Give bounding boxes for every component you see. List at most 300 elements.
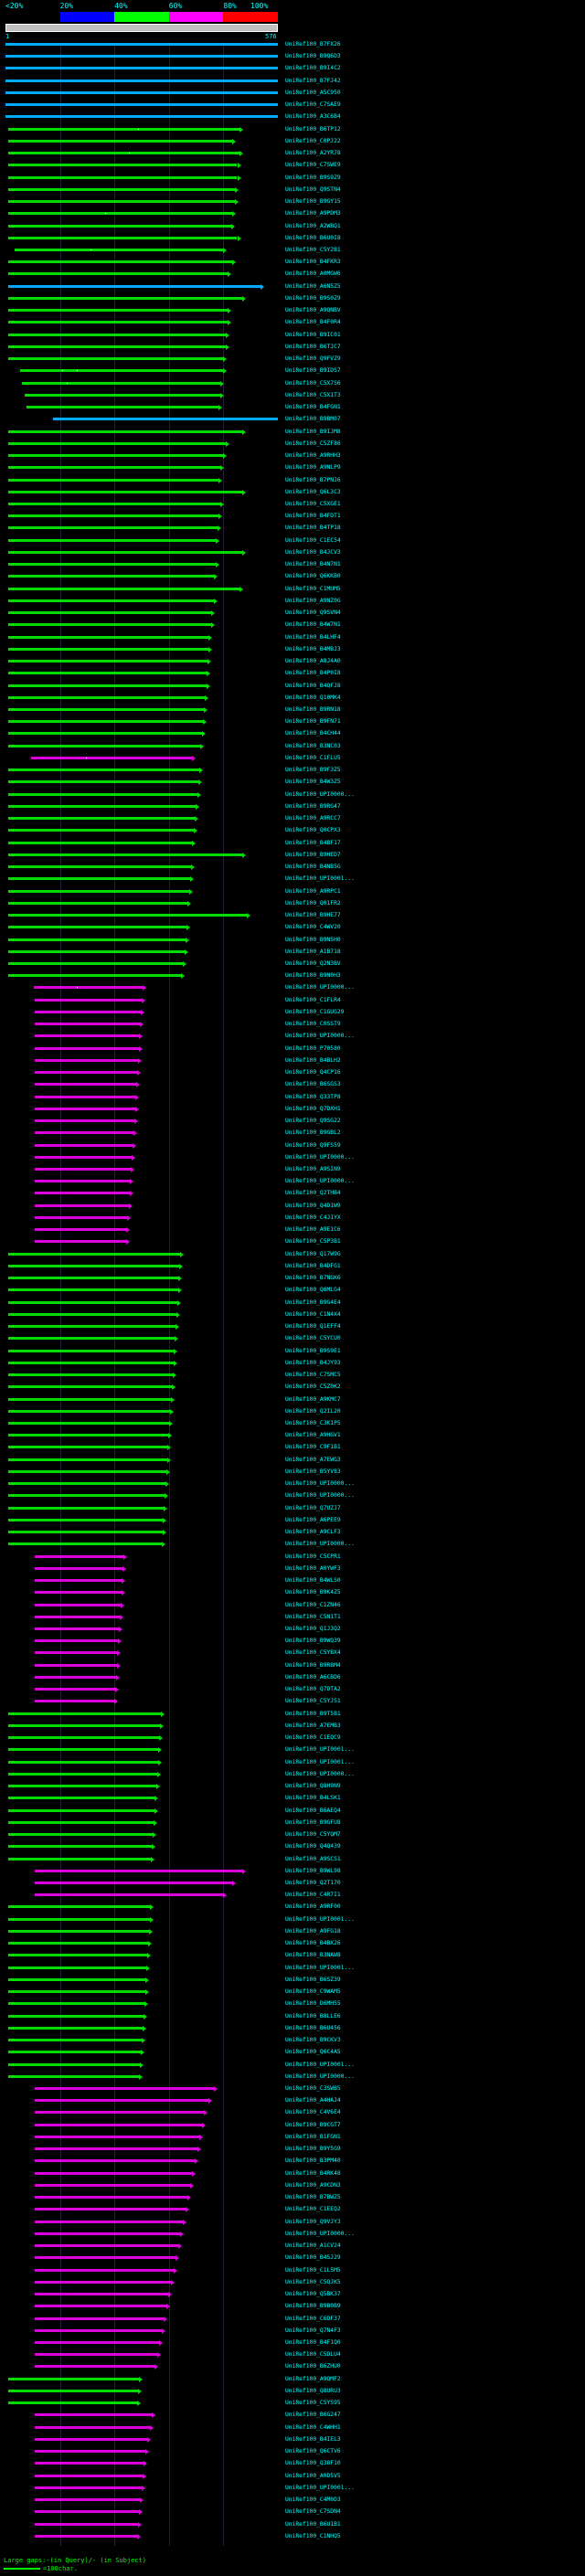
- hit-label-link[interactable]: UniRef100_C5Z0K2: [285, 1383, 341, 1390]
- hit-label-link[interactable]: UniRef100_B4LSK1: [285, 1795, 341, 1801]
- hit-label-link[interactable]: UniRef100_B4W3Z5: [285, 779, 341, 785]
- hit-label-link[interactable]: UniRef100_B4W7N1: [285, 621, 341, 628]
- hsp-bar[interactable]: [8, 454, 223, 457]
- hsp-bar[interactable]: [35, 1591, 122, 1594]
- hsp-bar[interactable]: [8, 1494, 165, 1497]
- hsp-bar[interactable]: [35, 2510, 139, 2513]
- hsp-bar[interactable]: [34, 986, 143, 989]
- hsp-bar[interactable]: [5, 91, 278, 94]
- hsp-bar[interactable]: [8, 309, 229, 312]
- hit-label-link[interactable]: UniRef100_UPI0000...: [285, 1480, 355, 1487]
- hit-label-link[interactable]: UniRef100_B9BM07: [285, 416, 341, 422]
- hsp-bar[interactable]: [8, 2063, 141, 2066]
- hsp-bar[interactable]: [8, 1288, 178, 1291]
- hsp-bar[interactable]: [8, 1385, 173, 1388]
- hsp-bar[interactable]: [20, 369, 223, 372]
- hit-label-link[interactable]: UniRef100_B9T5B1: [285, 1711, 341, 1717]
- hsp-bar[interactable]: [35, 2317, 164, 2320]
- hsp-bar[interactable]: [8, 1954, 148, 1956]
- hsp-bar[interactable]: [35, 1047, 139, 1050]
- hsp-bar[interactable]: [8, 1990, 145, 1993]
- hit-label-link[interactable]: UniRef100_Q01FR2: [285, 900, 341, 906]
- hsp-bar[interactable]: [8, 708, 205, 711]
- hit-label-link[interactable]: UniRef100_UPI0000...: [285, 1033, 355, 1039]
- hsp-bar[interactable]: [8, 1761, 158, 1764]
- hsp-bar[interactable]: [8, 599, 214, 602]
- hsp-bar[interactable]: [35, 1131, 133, 1134]
- hit-label-link[interactable]: UniRef100_A9PDM3: [285, 210, 341, 217]
- hsp-bar[interactable]: [8, 466, 221, 469]
- hsp-bar[interactable]: [35, 1011, 141, 1013]
- hit-label-link[interactable]: UniRef100_B9WQ39: [285, 1638, 341, 1644]
- hsp-bar[interactable]: [35, 2184, 190, 2187]
- hsp-bar[interactable]: [8, 1930, 149, 1933]
- hit-label-link[interactable]: UniRef100_A5C950: [285, 90, 341, 96]
- hsp-bar[interactable]: [8, 225, 232, 228]
- hsp-bar[interactable]: [8, 1470, 166, 1473]
- hit-label-link[interactable]: UniRef100_Q6MLG4: [285, 1287, 341, 1293]
- hsp-bar[interactable]: [53, 418, 278, 420]
- hit-label-link[interactable]: UniRef100_C5ZF86: [285, 440, 341, 447]
- hsp-bar[interactable]: [8, 732, 202, 735]
- hit-label-link[interactable]: UniRef100_B9CKV3: [285, 2037, 341, 2043]
- hit-label-link[interactable]: UniRef100_B6TJC7: [285, 344, 341, 350]
- hit-label-link[interactable]: UniRef100_P70580: [285, 1045, 341, 1052]
- hit-label-link[interactable]: UniRef100_Q1EFF4: [285, 1323, 341, 1330]
- hit-label-link[interactable]: UniRef100_C3K1P5: [285, 1420, 341, 1426]
- hsp-bar[interactable]: [8, 430, 242, 433]
- hit-label-link[interactable]: UniRef100_B4NB5G: [285, 864, 341, 870]
- hit-label-link[interactable]: UniRef100_Q8H9N9: [285, 1783, 341, 1789]
- hit-label-link[interactable]: UniRef100_Q0CPX3: [285, 827, 341, 833]
- hit-label-link[interactable]: UniRef100_B6U0I8: [285, 235, 341, 241]
- hsp-bar[interactable]: [35, 2269, 174, 2272]
- hsp-bar[interactable]: [8, 1785, 156, 1787]
- hit-label-link[interactable]: UniRef100_B9B0B9: [285, 2303, 341, 2309]
- hsp-bar[interactable]: [8, 1748, 159, 1751]
- hit-label-link[interactable]: UniRef100_B3PM40: [285, 2157, 341, 2164]
- hsp-bar[interactable]: [8, 1458, 167, 1461]
- hit-label-link[interactable]: UniRef100_B9IJM8: [285, 429, 341, 435]
- hit-label-link[interactable]: UniRef100_UPI0001...: [285, 2485, 355, 2491]
- hsp-bar[interactable]: [35, 1700, 114, 1702]
- hit-label-link[interactable]: UniRef100_B6U1B1: [285, 2521, 341, 2528]
- hsp-bar[interactable]: [8, 950, 185, 953]
- hsp-bar[interactable]: [5, 43, 278, 46]
- hit-label-link[interactable]: UniRef100_B4IEL3: [285, 2436, 341, 2443]
- hit-label-link[interactable]: UniRef100_B6TP12: [285, 126, 341, 133]
- hsp-bar[interactable]: [8, 672, 207, 674]
- hsp-bar[interactable]: [35, 1882, 232, 1884]
- hsp-bar[interactable]: [8, 962, 183, 965]
- hsp-bar[interactable]: [35, 1059, 138, 1062]
- hsp-bar[interactable]: [8, 2027, 143, 2030]
- hit-label-link[interactable]: UniRef100_B6U456: [285, 2025, 341, 2031]
- hit-label-link[interactable]: UniRef100_UPI0000...: [285, 1541, 355, 1547]
- hit-label-link[interactable]: UniRef100_UPI0001...: [285, 1965, 355, 1971]
- hsp-bar[interactable]: [8, 1253, 181, 1256]
- hit-label-link[interactable]: UniRef100_B4TP18: [285, 525, 341, 531]
- hit-label-link[interactable]: UniRef100_Q7UZJ7: [285, 1505, 341, 1511]
- hsp-bar[interactable]: [35, 1616, 120, 1618]
- hit-label-link[interactable]: UniRef100_A9QNBV: [285, 307, 341, 313]
- hit-label-link[interactable]: UniRef100_UPI0001...: [285, 1746, 355, 1753]
- hit-label-link[interactable]: UniRef100_B3NC03: [285, 743, 341, 749]
- hsp-bar[interactable]: [35, 1639, 118, 1642]
- hsp-bar[interactable]: [8, 563, 217, 566]
- hsp-bar[interactable]: [15, 249, 223, 251]
- hsp-bar[interactable]: [8, 805, 196, 808]
- hit-label-link[interactable]: UniRef100_A9KMC7: [285, 1396, 341, 1403]
- hit-label-link[interactable]: UniRef100_C5YQM7: [285, 1831, 341, 1838]
- hit-label-link[interactable]: UniRef100_B9G4E4: [285, 1299, 341, 1306]
- hit-label-link[interactable]: UniRef100_A9RCC7: [285, 815, 341, 822]
- hsp-bar[interactable]: [5, 67, 278, 69]
- hit-label-link[interactable]: UniRef100_UPI0000...: [285, 2231, 355, 2237]
- hit-label-link[interactable]: UniRef100_A6PEE9: [285, 1517, 341, 1523]
- hit-label-link[interactable]: UniRef100_D6MH55: [285, 2000, 341, 2007]
- hsp-bar[interactable]: [35, 1023, 140, 1025]
- hit-label-link[interactable]: UniRef100_C5X1T3: [285, 392, 341, 398]
- hsp-bar[interactable]: [35, 1688, 115, 1691]
- hsp-bar[interactable]: [35, 2438, 147, 2441]
- hit-label-link[interactable]: UniRef100_B9WL98: [285, 1868, 341, 1874]
- hit-label-link[interactable]: UniRef100_B4P0I8: [285, 670, 341, 676]
- hit-label-link[interactable]: UniRef100_C5YJS1: [285, 1698, 341, 1704]
- hsp-bar[interactable]: [8, 829, 194, 832]
- hsp-bar[interactable]: [8, 1446, 168, 1448]
- hsp-bar[interactable]: [8, 1373, 173, 1376]
- hsp-bar[interactable]: [5, 55, 278, 58]
- hit-label-link[interactable]: UniRef100_B9GBL2: [285, 1129, 341, 1136]
- hit-label-link[interactable]: UniRef100_A2YR78: [285, 150, 341, 156]
- hit-label-link[interactable]: UniRef100_Q2IL20: [285, 1408, 341, 1415]
- hit-label-link[interactable]: UniRef100_UPI0000...: [285, 791, 355, 798]
- hsp-bar[interactable]: [8, 623, 211, 626]
- hit-label-link[interactable]: UniRef100_C7SMC5: [285, 1372, 341, 1378]
- hsp-bar[interactable]: [35, 1240, 126, 1243]
- hit-label-link[interactable]: UniRef100_B9HED7: [285, 852, 341, 858]
- hit-label-link[interactable]: UniRef100_C4R7I1: [285, 1892, 341, 1898]
- hsp-bar[interactable]: [8, 1350, 175, 1352]
- hit-label-link[interactable]: UniRef100_A9CDN3: [285, 2182, 341, 2189]
- hsp-bar[interactable]: [35, 1180, 130, 1182]
- hit-label-link[interactable]: UniRef100_Q9FVZ9: [285, 355, 341, 362]
- hsp-bar[interactable]: [8, 1507, 165, 1510]
- hsp-bar[interactable]: [35, 2486, 142, 2489]
- hsp-bar[interactable]: [8, 877, 190, 880]
- hsp-bar[interactable]: [8, 297, 242, 300]
- hit-label-link[interactable]: UniRef100_B4FDT1: [285, 513, 341, 519]
- hsp-bar[interactable]: [35, 1096, 135, 1098]
- hsp-bar[interactable]: [35, 2232, 180, 2235]
- hsp-bar[interactable]: [8, 1482, 165, 1485]
- hit-label-link[interactable]: UniRef100_B4QFJ8: [285, 683, 341, 689]
- hsp-bar[interactable]: [8, 793, 197, 796]
- hit-label-link[interactable]: UniRef100_A0YWF3: [285, 1565, 341, 1572]
- hsp-bar[interactable]: [8, 152, 240, 154]
- hsp-bar[interactable]: [8, 696, 206, 699]
- hit-label-link[interactable]: UniRef100_Q5BK37: [285, 2291, 341, 2297]
- hsp-bar[interactable]: [8, 551, 242, 554]
- hit-label-link[interactable]: UniRef100_B4WLS0: [285, 1577, 341, 1584]
- hsp-bar[interactable]: [8, 890, 189, 893]
- hit-label-link[interactable]: UniRef100_B8LLE6: [285, 2013, 341, 2019]
- hit-label-link[interactable]: UniRef100_Q9SVN4: [285, 610, 341, 616]
- hsp-bar[interactable]: [35, 2523, 138, 2526]
- hsp-bar[interactable]: [35, 2341, 159, 2344]
- hsp-bar[interactable]: [35, 2244, 178, 2247]
- hit-label-link[interactable]: UniRef100_B4BX26: [285, 1940, 341, 1946]
- hit-label-link[interactable]: UniRef100_B4BLH2: [285, 1057, 341, 1064]
- hsp-bar[interactable]: [8, 2390, 138, 2392]
- hsp-bar[interactable]: [35, 2281, 171, 2284]
- hit-label-link[interactable]: UniRef100_B6ZHU0: [285, 2363, 341, 2369]
- hit-label-link[interactable]: UniRef100_B9HE77: [285, 912, 341, 918]
- hit-label-link[interactable]: UniRef100_B9GFU8: [285, 1819, 341, 1826]
- hit-label-link[interactable]: UniRef100_B6SZ39: [285, 1977, 341, 1983]
- hit-label-link[interactable]: UniRef100_C5YCU0: [285, 1335, 341, 1341]
- hit-label-link[interactable]: UniRef100_A4HAJ4: [285, 2097, 341, 2104]
- hsp-bar[interactable]: [8, 780, 198, 783]
- hsp-bar[interactable]: [31, 757, 192, 759]
- hit-label-link[interactable]: UniRef100_Q7DTA2: [285, 1686, 341, 1692]
- hit-label-link[interactable]: UniRef100_C5YS95: [285, 2400, 341, 2406]
- hit-label-link[interactable]: UniRef100_B9S9E1: [285, 1348, 341, 1354]
- hsp-bar[interactable]: [35, 2256, 176, 2259]
- hit-label-link[interactable]: UniRef100_UPI0000...: [285, 1154, 355, 1161]
- hsp-bar[interactable]: [35, 1676, 115, 1679]
- hit-label-link[interactable]: UniRef100_A9RF00: [285, 1903, 341, 1910]
- hit-label-link[interactable]: UniRef100_C3SWB5: [285, 2085, 341, 2092]
- hit-label-link[interactable]: UniRef100_A2WBQ1: [285, 223, 341, 229]
- hit-label-link[interactable]: UniRef100_C9WAM5: [285, 1988, 341, 1995]
- hit-label-link[interactable]: UniRef100_C7SAE9: [285, 101, 341, 108]
- hsp-bar[interactable]: [35, 2111, 204, 2114]
- hsp-bar[interactable]: [8, 188, 235, 191]
- hit-label-link[interactable]: UniRef100_B6G247: [285, 2412, 341, 2418]
- hsp-bar[interactable]: [8, 660, 208, 663]
- hsp-bar[interactable]: [8, 842, 193, 844]
- hit-label-link[interactable]: UniRef100_B9IDS7: [285, 367, 341, 374]
- hit-label-link[interactable]: UniRef100_Q6KKB0: [285, 573, 341, 579]
- hit-label-link[interactable]: UniRef100_UPI0000...: [285, 1178, 355, 1184]
- hit-label-link[interactable]: UniRef100_Q4D1W9: [285, 1203, 341, 1209]
- hsp-bar[interactable]: [8, 636, 209, 639]
- hit-label-link[interactable]: UniRef100_A7EWG3: [285, 1457, 341, 1463]
- hsp-bar[interactable]: [22, 382, 220, 385]
- hsp-bar[interactable]: [8, 1277, 179, 1279]
- hit-label-link[interactable]: UniRef100_Q6C4A5: [285, 2049, 341, 2055]
- hit-label-link[interactable]: UniRef100_C5X7S6: [285, 380, 341, 387]
- hit-label-link[interactable]: UniRef100_C5CPR1: [285, 1553, 341, 1560]
- hsp-bar[interactable]: [35, 1168, 131, 1171]
- hit-label-link[interactable]: UniRef100_Q1J3Q2: [285, 1626, 341, 1632]
- hsp-bar[interactable]: [35, 2450, 145, 2453]
- hsp-bar[interactable]: [8, 1833, 154, 1836]
- hsp-bar[interactable]: [8, 1736, 160, 1739]
- hsp-bar[interactable]: [35, 2159, 195, 2162]
- hit-label-link[interactable]: UniRef100_Q2N3BV: [285, 960, 341, 967]
- hsp-bar[interactable]: [35, 1192, 129, 1194]
- hit-label-link[interactable]: UniRef100_B4JY93: [285, 1360, 341, 1366]
- hsp-bar[interactable]: [8, 914, 247, 917]
- hsp-bar[interactable]: [8, 1410, 170, 1413]
- hsp-bar[interactable]: [8, 974, 182, 977]
- hit-label-link[interactable]: UniRef100_B1FGN1: [285, 2134, 341, 2140]
- hit-label-link[interactable]: UniRef100_C1FLU5: [285, 755, 341, 761]
- hit-label-link[interactable]: UniRef100_B9Q6D3: [285, 53, 341, 59]
- hsp-bar[interactable]: [8, 1821, 154, 1824]
- hsp-bar[interactable]: [8, 720, 204, 723]
- hit-label-link[interactable]: UniRef100_B4SJ29: [285, 2254, 341, 2261]
- hit-label-link[interactable]: UniRef100_B9FN71: [285, 718, 341, 725]
- hit-label-link[interactable]: UniRef100_A1CV24: [285, 2242, 341, 2249]
- hit-label-link[interactable]: UniRef100_UPI0000...: [285, 984, 355, 991]
- hsp-bar[interactable]: [8, 321, 229, 323]
- hsp-bar[interactable]: [8, 1301, 177, 1304]
- hsp-bar[interactable]: [35, 1604, 121, 1606]
- hit-label-link[interactable]: UniRef100_C1EQC9: [285, 1734, 341, 1741]
- hsp-bar[interactable]: [35, 1216, 127, 1219]
- hit-label-link[interactable]: UniRef100_B9F3Z5: [285, 767, 341, 773]
- hit-label-link[interactable]: UniRef100_B4FGN1: [285, 404, 341, 410]
- hsp-bar[interactable]: [8, 648, 209, 651]
- hit-label-link[interactable]: UniRef100_A9QMF2: [285, 2376, 341, 2382]
- hsp-bar[interactable]: [5, 80, 278, 82]
- hsp-bar[interactable]: [8, 285, 261, 288]
- hsp-bar[interactable]: [35, 2498, 140, 2501]
- hsp-bar[interactable]: [8, 1313, 177, 1316]
- hsp-bar[interactable]: [8, 817, 195, 820]
- hit-label-link[interactable]: UniRef100_A9SIN9: [285, 1166, 341, 1172]
- hsp-bar[interactable]: [8, 357, 223, 360]
- hsp-bar[interactable]: [8, 938, 186, 941]
- hit-label-link[interactable]: UniRef100_A6CBD6: [285, 1674, 341, 1680]
- hit-label-link[interactable]: UniRef100_B9K4Z5: [285, 1589, 341, 1595]
- hit-label-link[interactable]: UniRef100_C1EEQ2: [285, 2206, 341, 2212]
- hsp-bar[interactable]: [35, 2147, 197, 2150]
- hit-label-link[interactable]: UniRef100_C5QJK5: [285, 2279, 341, 2285]
- hsp-bar[interactable]: [35, 1144, 133, 1147]
- hit-label-link[interactable]: UniRef100_C4WV20: [285, 924, 341, 930]
- hsp-bar[interactable]: [35, 999, 142, 1002]
- hit-label-link[interactable]: UniRef100_C1FLR4: [285, 997, 341, 1003]
- hit-label-link[interactable]: UniRef100_B9Y5G9: [285, 2146, 341, 2152]
- hit-label-link[interactable]: UniRef100_A9NZ0G: [285, 598, 341, 604]
- hit-label-link[interactable]: UniRef100_Q9VJY3: [285, 2219, 341, 2225]
- hit-label-link[interactable]: UniRef100_C0PJ22: [285, 138, 341, 144]
- hsp-bar[interactable]: [35, 2475, 143, 2477]
- hsp-bar[interactable]: [8, 1362, 174, 1364]
- hsp-bar[interactable]: [5, 103, 278, 106]
- hsp-bar[interactable]: [8, 684, 207, 687]
- hsp-bar[interactable]: [35, 1555, 123, 1558]
- hit-label-link[interactable]: UniRef100_B9R8M4: [285, 1662, 341, 1669]
- hit-label-link[interactable]: UniRef100_A0MGW6: [285, 270, 341, 277]
- hsp-bar[interactable]: [35, 2329, 162, 2332]
- hit-label-link[interactable]: UniRef100_C1EC54: [285, 537, 341, 544]
- hit-label-link[interactable]: UniRef100_B7FX26: [285, 41, 341, 48]
- hsp-bar[interactable]: [8, 2075, 140, 2078]
- hsp-bar[interactable]: [8, 1858, 152, 1860]
- hit-label-link[interactable]: UniRef100_B9GY15: [285, 198, 341, 205]
- hit-label-link[interactable]: UniRef100_B7NGK6: [285, 1275, 341, 1281]
- hsp-bar[interactable]: [35, 1627, 119, 1630]
- hsp-bar[interactable]: [8, 1942, 149, 1945]
- hit-label-link[interactable]: UniRef100_B9N0H3: [285, 972, 341, 979]
- hsp-bar[interactable]: [35, 2535, 137, 2538]
- hsp-bar[interactable]: [8, 2015, 144, 2018]
- hsp-bar[interactable]: [8, 442, 226, 445]
- hsp-bar[interactable]: [35, 1579, 122, 1582]
- hit-label-link[interactable]: UniRef100_B7PNJ6: [285, 477, 341, 483]
- hit-label-link[interactable]: UniRef100_B9S0Z9: [285, 295, 341, 302]
- hit-label-link[interactable]: UniRef100_B3NAW8: [285, 1952, 341, 1958]
- hit-label-link[interactable]: UniRef100_A9HGV1: [285, 1432, 341, 1438]
- hit-label-link[interactable]: UniRef100_UPI0001...: [285, 1759, 355, 1765]
- hsp-bar[interactable]: [8, 611, 211, 614]
- hit-label-link[interactable]: UniRef100_B4F0R4: [285, 319, 341, 325]
- hsp-bar[interactable]: [8, 769, 200, 771]
- hit-label-link[interactable]: UniRef100_B9I4C2: [285, 65, 341, 71]
- hit-label-link[interactable]: UniRef100_Q4Q439: [285, 1843, 341, 1850]
- hit-label-link[interactable]: UniRef100_B6SGS3: [285, 1081, 341, 1087]
- hit-label-link[interactable]: UniRef100_A6N5Z5: [285, 283, 341, 290]
- hit-label-link[interactable]: UniRef100_Q38F10: [285, 2460, 341, 2466]
- hsp-bar[interactable]: [35, 1108, 135, 1110]
- hit-label-link[interactable]: UniRef100_C4M0D3: [285, 2496, 341, 2503]
- hit-label-link[interactable]: UniRef100_B4N7N1: [285, 561, 341, 567]
- hit-label-link[interactable]: UniRef100_A8J4A0: [285, 658, 341, 664]
- hsp-bar[interactable]: [35, 2462, 144, 2465]
- hit-label-link[interactable]: UniRef100_C1GUG29: [285, 1009, 345, 1015]
- hsp-bar[interactable]: [35, 1651, 117, 1654]
- hsp-bar[interactable]: [35, 2305, 166, 2307]
- hsp-bar[interactable]: [35, 2365, 154, 2368]
- hit-label-link[interactable]: UniRef100_A3C6B4: [285, 113, 341, 120]
- hit-label-link[interactable]: UniRef100_C5Y2B1: [285, 247, 341, 253]
- hsp-bar[interactable]: [8, 1337, 176, 1340]
- hsp-bar[interactable]: [8, 334, 226, 336]
- hit-label-link[interactable]: UniRef100_B4MBJ3: [285, 646, 341, 652]
- hsp-bar[interactable]: [35, 2293, 168, 2295]
- hsp-bar[interactable]: [35, 2124, 202, 2126]
- hsp-bar[interactable]: [8, 1966, 147, 1969]
- hsp-bar[interactable]: [8, 1325, 176, 1328]
- hsp-bar[interactable]: [8, 1773, 157, 1776]
- hsp-bar[interactable]: [8, 491, 242, 493]
- hit-label-link[interactable]: UniRef100_B6AEQ4: [285, 1807, 341, 1814]
- hsp-bar[interactable]: [8, 1422, 169, 1425]
- hsp-bar[interactable]: [8, 539, 217, 542]
- hit-label-link[interactable]: UniRef100_C5YBX4: [285, 1649, 341, 1656]
- hsp-bar[interactable]: [8, 575, 214, 578]
- hit-label-link[interactable]: UniRef100_B9RN18: [285, 706, 341, 713]
- hsp-bar[interactable]: [8, 503, 221, 505]
- hsp-bar[interactable]: [8, 272, 229, 275]
- hsp-bar[interactable]: [8, 479, 218, 482]
- hit-label-link[interactable]: UniRef100_B7BWZ5: [285, 2194, 341, 2200]
- hsp-bar[interactable]: [5, 115, 278, 118]
- hit-label-link[interactable]: UniRef100_UPI0000...: [285, 2073, 355, 2080]
- hit-label-link[interactable]: UniRef100_A0D5V5: [285, 2473, 341, 2479]
- hit-label-link[interactable]: UniRef100_A9NLP9: [285, 464, 341, 471]
- hsp-bar[interactable]: [8, 1398, 171, 1401]
- hit-label-link[interactable]: UniRef100_Q6L3C3: [285, 489, 341, 495]
- hsp-bar[interactable]: [35, 1071, 137, 1074]
- hit-label-link[interactable]: UniRef100_UPI0000...: [285, 1771, 355, 1777]
